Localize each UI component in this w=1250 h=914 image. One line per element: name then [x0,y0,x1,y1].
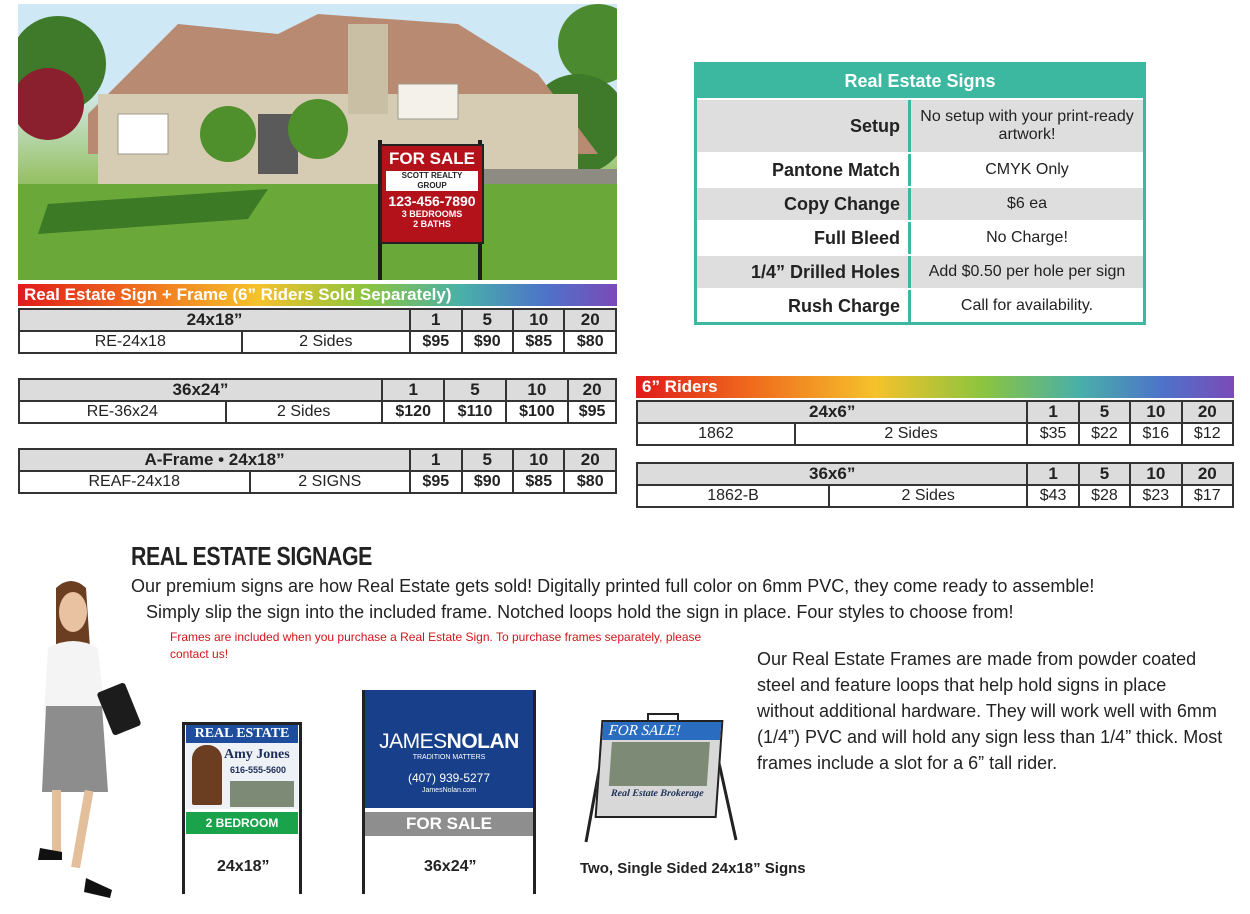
qty-header: 10 [513,309,564,331]
businesswoman-photo [26,578,156,902]
price-cell: $90 [462,331,513,353]
qty-header: 10 [513,449,564,471]
house-illustration [18,4,617,280]
sample-sign-24x18 [182,722,302,894]
feature-label: Copy Change [697,188,911,220]
price-cell: $80 [564,331,616,353]
price-cell: $85 [513,471,564,493]
sample1-panel [186,725,298,809]
price-cell: $110 [444,401,505,423]
sides-cell: 2 SIGNS [250,471,410,493]
sides-cell: 2 Sides [795,423,1028,445]
price-cell: $120 [382,401,445,423]
price-cell: $100 [506,401,569,423]
sample1-caption: 24x18” [217,858,270,875]
qty-header: 5 [1079,401,1130,423]
sample3-top: FOR SALE! [602,722,721,740]
sample3-brand: Real Estate Brokerage [610,788,705,799]
price-table-36x24 [18,378,617,424]
sample2-panel [365,690,533,808]
sides-cell: 2 Sides [226,401,382,423]
hero-sign-logo: SCOTT REALTY GROUP [386,171,478,191]
sides-cell: 2 Sides [829,485,1027,507]
riders-banner: 6” Riders [636,376,1234,398]
price-cell: $28 [1079,485,1130,507]
sample-sign-a-frame [578,712,828,892]
sku-cell: REAF-24x18 [19,471,250,493]
feature-value: Add $0.50 per hole per sign [928,263,1126,280]
sku-cell: RE-36x24 [19,401,226,423]
qty-header: 10 [1130,463,1181,485]
qty-header: 20 [564,449,616,471]
agent-photo [192,745,222,805]
sample2-brand-first: JAMES [379,730,447,753]
feature-value: $6 ea [1006,195,1048,212]
size-header: 24x6” [637,401,1027,423]
price-cell: $43 [1027,485,1078,507]
sku-cell: 1862-B [637,485,829,507]
price-table-24x18 [18,308,617,354]
qty-header: 10 [506,379,569,401]
qty-header: 5 [462,309,513,331]
qty-header: 20 [1182,401,1233,423]
price-cell: $23 [1130,485,1181,507]
qty-header: 1 [1027,401,1078,423]
hero-sign-title: FOR SALE [389,149,475,168]
sample1-rider: 2 BEDROOM [186,812,298,834]
sample3-caption: Two, Single Sided 24x18” Signs [580,860,806,877]
feature-value: Call for availability. [960,297,1094,314]
sample2-rider: FOR SALE [365,812,533,836]
feature-label: Full Bleed [697,222,911,254]
price-cell: $85 [513,331,564,353]
feature-value: No Charge! [986,229,1068,246]
price-table-rider-24x6 [636,400,1234,446]
sample2-phone: (407) 939-5277 [407,771,491,785]
qty-header: 1 [1027,463,1078,485]
price-cell: $95 [410,471,461,493]
sample2-caption: 36x24” [424,858,477,875]
price-cell: $95 [410,331,461,353]
feature-row-full-bleed [697,220,1143,254]
sample2-brand [365,730,533,754]
price-cell: $80 [564,471,616,493]
sample3-house-thumb [609,742,710,786]
qty-header: 5 [1079,463,1130,485]
sample2-website: JamesNolan.com [421,787,477,794]
intro-line-1: Our premium signs are how Real Estate gets sold! Digitally printed full color on 6mm PVC, they come ready to assemble! [131,576,1095,596]
qty-header: 10 [1130,401,1181,423]
sku-cell: 1862 [637,423,795,445]
hero-for-sale-sign [380,144,484,244]
hero-sign-phone: 123-456-7890 [388,193,476,209]
feature-row-copy-change [697,186,1143,220]
sku-cell: RE-24x18 [19,331,242,353]
feature-label: 1/4” Drilled Holes [697,256,911,288]
sample1-top: REAL ESTATE [186,725,298,743]
sign-frame-banner: Real Estate Sign + Frame (6” Riders Sold Separately) [18,284,617,306]
price-table-a-frame [18,448,617,494]
price-cell: $12 [1182,423,1233,445]
feature-row-pantone [697,152,1143,186]
feature-label: Pantone Match [697,154,911,186]
size-header: 36x6” [637,463,1027,485]
sample2-tagline: TRADITION MATTERS [412,754,486,761]
sample1-name: Amy Jones [224,747,290,762]
hero-sign-bedrooms: 3 BEDROOMS [401,209,463,219]
feature-row-setup [697,98,1143,152]
qty-header: 1 [410,449,461,471]
price-cell: $95 [568,401,616,423]
feature-value: CMYK Only [985,161,1069,178]
qty-header: 5 [444,379,505,401]
price-cell: $90 [462,471,513,493]
features-title: Real Estate Signs [697,65,1143,98]
price-cell: $16 [1130,423,1181,445]
hero-house-photo [18,4,617,280]
frames-note: Frames are included when you purchase a Real Estate Sign. To purchase frames separately, please contact us! [170,630,702,661]
size-header: 24x18” [19,309,410,331]
feature-label: Setup [697,100,911,152]
real-estate-signs-features [694,62,1146,325]
sample3-panel [595,720,724,818]
feature-row-drilled-holes [697,254,1143,288]
qty-header: 1 [410,309,461,331]
size-header: A-Frame • 24x18” [19,449,410,471]
sample1-phone: 616-555-5600 [230,765,287,775]
price-cell: $35 [1027,423,1078,445]
section-heading: REAL ESTATE SIGNAGE [131,541,372,571]
feature-label: Rush Charge [697,290,911,322]
hero-sign-baths: 2 BATHS [413,219,451,229]
price-cell: $17 [1182,485,1233,507]
intro-line-2: Simply slip the sign into the included frame. Notched loops hold the sign in place. Four styles to choose from! [146,602,1014,622]
feature-value: No setup with your print-ready artwork! [920,108,1134,143]
qty-header: 1 [382,379,445,401]
sample1-house-thumb [230,781,294,807]
price-cell: $22 [1079,423,1130,445]
qty-header: 20 [564,309,616,331]
price-table-rider-36x6 [636,462,1234,508]
qty-header: 5 [462,449,513,471]
feature-row-rush-charge [697,288,1143,322]
qty-header: 20 [1182,463,1233,485]
frames-description: Our Real Estate Frames are made from powder coated steel and feature loops that help hold signs in place without additional hardware. They will work well with 6mm (1/4”) PVC and will hold any sign less than 1/4” thick. Most frames include a slot for a 6” tall rider. [757,649,1223,773]
sides-cell: 2 Sides [242,331,410,353]
qty-header: 20 [568,379,616,401]
sample2-brand-last: NOLAN [446,730,519,753]
size-header: 36x24” [19,379,382,401]
sample-sign-36x24 [362,690,536,894]
